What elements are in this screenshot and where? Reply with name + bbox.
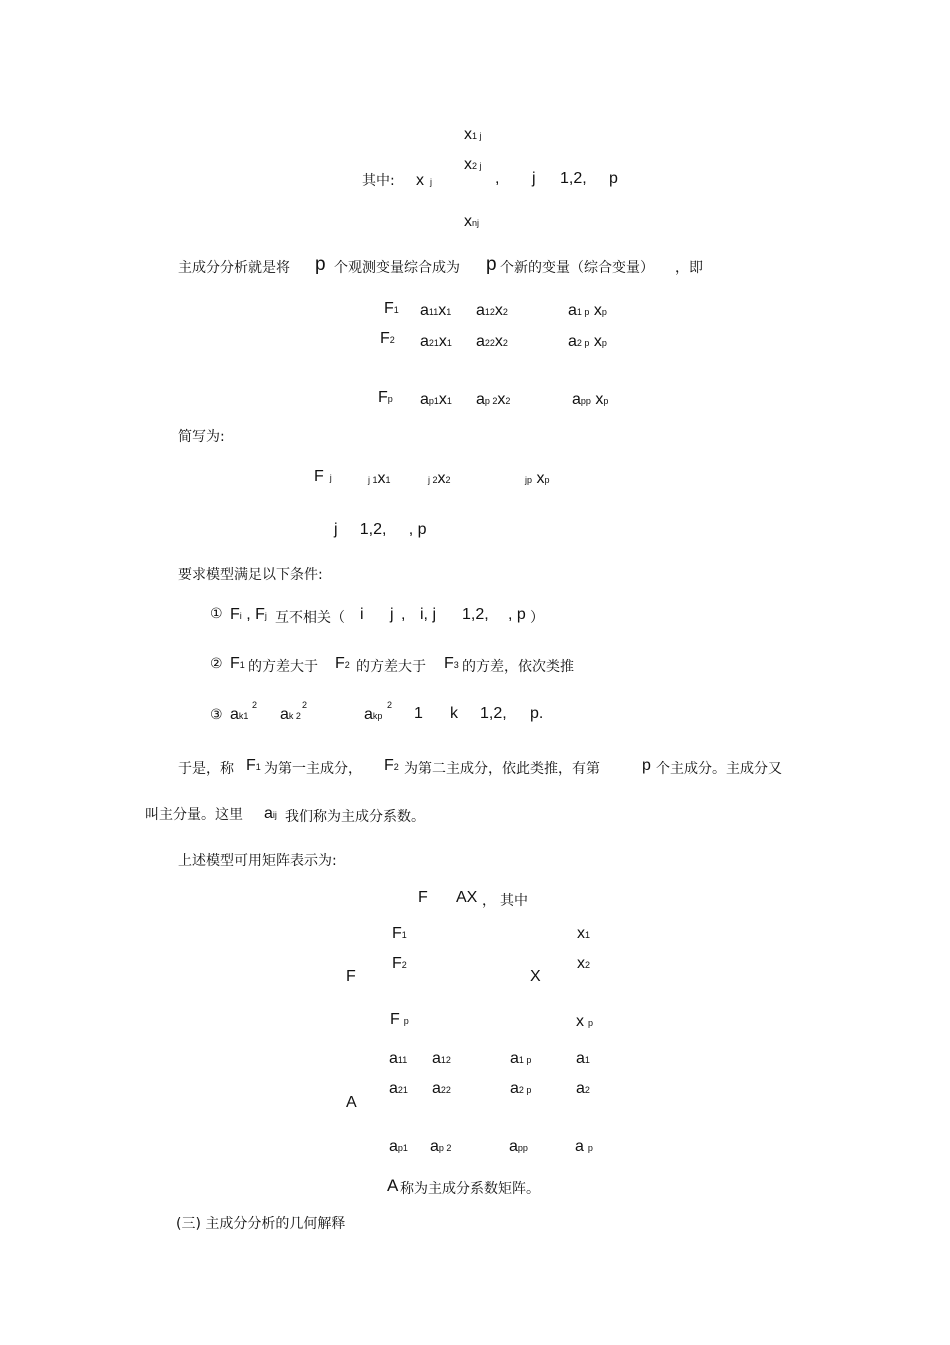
intro-p1: p (315, 254, 326, 275)
conditions-label: 要求模型满足以下条件: (178, 567, 323, 583)
short-form-range: j 1,2, , p (334, 521, 427, 538)
xj-range: 1,2, (560, 170, 587, 187)
xj-p: p (609, 170, 618, 187)
matrix-form-label: 上述模型可用矩阵表示为: (178, 853, 337, 869)
xnj-entry: xnj (464, 213, 480, 230)
xj-comma: , (495, 170, 500, 187)
intro-p2: p (486, 254, 497, 275)
intro-text-4: ，即 (675, 260, 703, 276)
intro-text-1: 主成分分析就是将 (178, 260, 290, 276)
x1j-entry: x1 j (464, 126, 482, 143)
short-form-label: 简写为: (178, 429, 225, 445)
xj-vector-name: xj (416, 172, 432, 189)
section-heading: (三) 主成分分析的几何解释 (176, 1216, 346, 1232)
x2j-entry: x2 j (464, 156, 482, 173)
xj-index: j (532, 170, 536, 187)
intro-text-3: 个新的变量（综合变量） (500, 260, 654, 276)
intro-text-2: 个观测变量综合成为 (334, 260, 460, 276)
where-label: 其中: (362, 173, 395, 189)
